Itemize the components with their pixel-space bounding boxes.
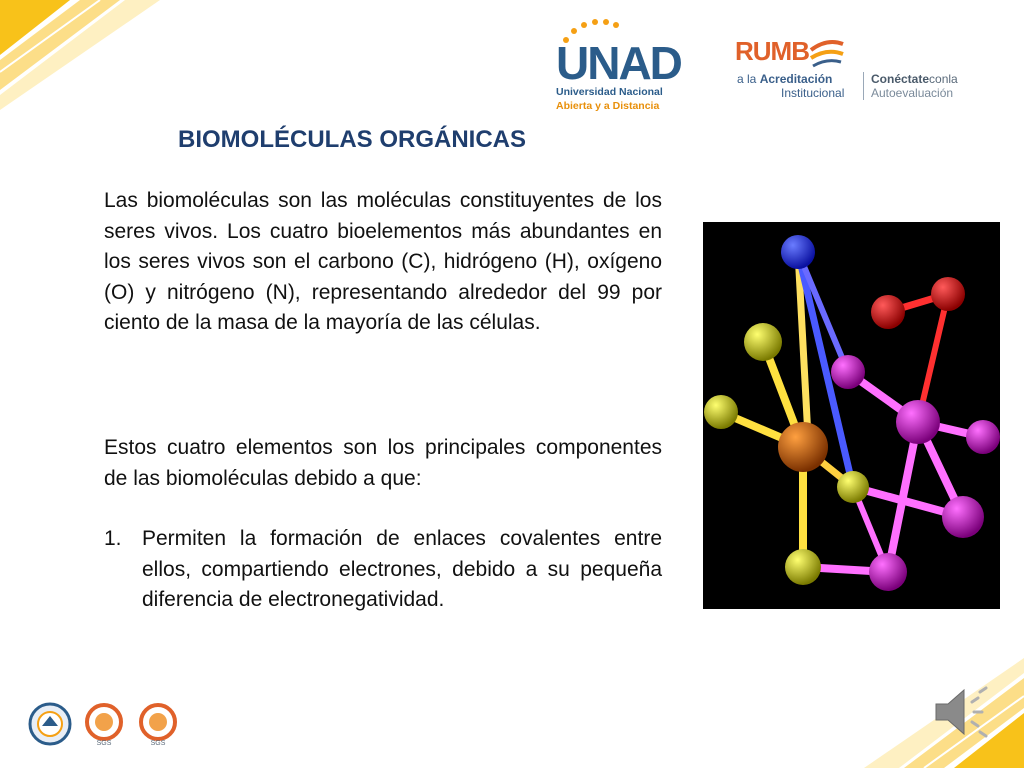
rumbo-left-line1: a la Acreditación [737,72,833,86]
unad-wordmark: UNAD [556,37,681,89]
unad-logo [552,18,680,114]
unad-subtitle-line2: Abierta y a Distancia [556,100,660,112]
corner-decoration-top-left [0,0,190,110]
unad-subtitle-line1: Universidad Nacional [556,86,663,98]
sgs-certification-icon [141,705,175,747]
list-item-text: Permiten la formación de enlaces covalentes entre ellos, compartiendo electrones, debido a su pequeña diferencia de electronegatividad. [142,527,662,611]
paragraph-intro: Las biomoléculas son las moléculas constituyentes de los seres vivos. Los cuatro bioelementos más abundantes en los seres vivos son el carbono (C), hidrógeno (H), oxígeno (O) y nitrógeno (N), representando alrededor del 99 por ciento de la masa de la mayoría de las células. [104,189,662,334]
molecule-illustration [703,222,1000,609]
footer-certification-badges [28,700,188,748]
paragraph-elements: Estos cuatro elementos son los principales componentes de las biomoléculas debido a que: [104,436,662,490]
rumbo-right-line1: Conéctateconla [871,72,958,86]
sgs-certification-icon [87,705,121,747]
rumbo-left-line2: Institucional [781,86,845,100]
speaker-icon[interactable] [930,682,996,742]
slide-title: BIOMOLÉCULAS ORGÁNICAS [178,126,526,153]
rumbo-divider [863,72,864,100]
rumbo-right-line2: Autoevaluación [871,86,954,100]
rumbo-wordmark: RUMB [735,36,809,66]
reasons-list [104,524,662,616]
svg-text:SGS: SGS [150,740,166,747]
rumbo-acreditacion-logo [735,36,985,106]
list-item [104,524,662,616]
list-item-number: 1. [104,527,122,550]
svg-text:SGS: SGS [96,740,112,747]
colombia-seal-icon [30,704,70,744]
rumbo-swirl-icon [807,36,847,70]
